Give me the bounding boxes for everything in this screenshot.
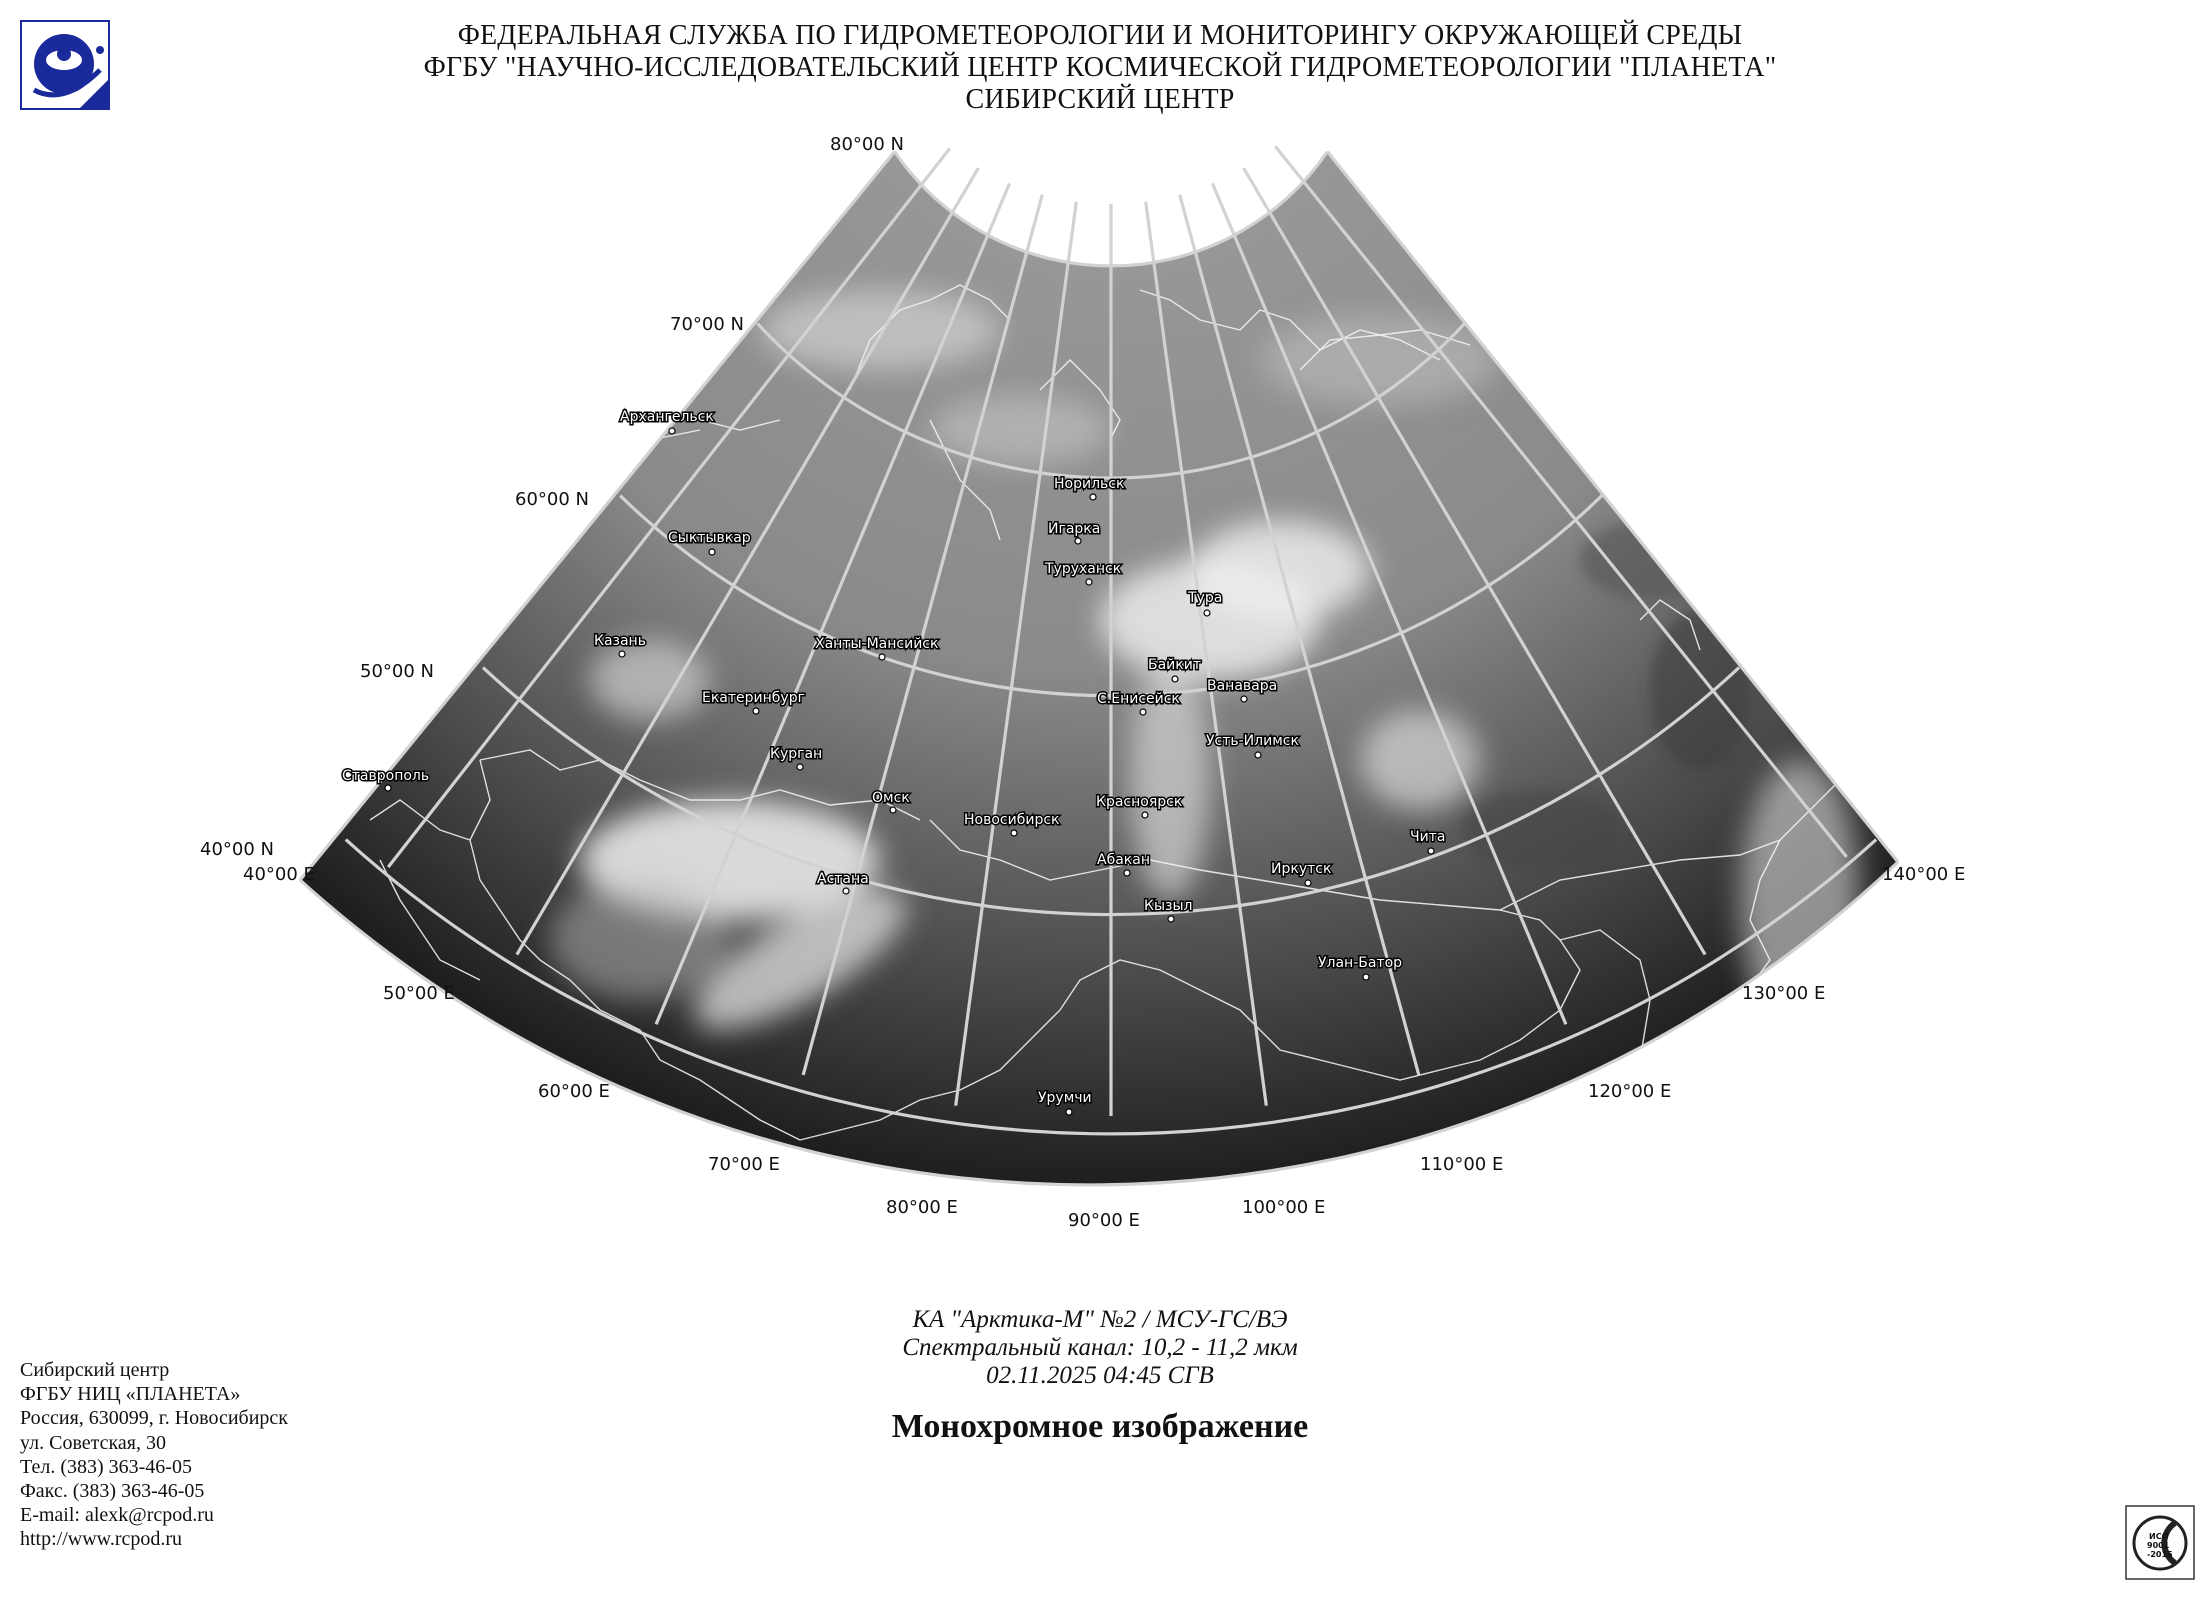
- city-label-irkutsk: Иркутск: [1271, 861, 1332, 877]
- product-title: Монохромное изображение: [891, 1408, 1309, 1445]
- city-label-astana: Астана: [817, 871, 869, 887]
- svg-text:ИСО: ИСО: [2149, 1532, 2169, 1541]
- contact-fax: Факс. (383) 363-46-05: [20, 1480, 205, 1503]
- city-label-novosibirsk: Новосибирск: [964, 812, 1060, 828]
- contact-email[interactable]: E-mail: alexk@rcpod.ru: [20, 1504, 214, 1527]
- city-label-baykit: Байкит: [1148, 657, 1201, 673]
- contact-phone: Тел. (383) 363-46-05: [20, 1455, 192, 1478]
- city-label-ust-ilimsk: Усть-Илимск: [1206, 733, 1299, 749]
- city-label-stavropol: Ставрополь: [342, 768, 430, 784]
- lon-label-80: 80°00 E: [886, 1197, 958, 1218]
- svg-text:-2015: -2015: [2147, 1550, 2173, 1559]
- city-label-ulan-bator: Улан-Батор: [1318, 955, 1403, 971]
- svg-text:9001: 9001: [2147, 1541, 2170, 1550]
- city-label-ekaterinburg: Екатеринбург: [702, 690, 805, 706]
- city-label-urumqi: Урумчи: [1038, 1090, 1092, 1106]
- contact-address1: Россия, 630099, г. Новосибирск: [20, 1407, 289, 1430]
- image-caption: [700, 1306, 1500, 1390]
- lon-label-60: 60°00 E: [538, 1081, 610, 1102]
- city-label-krasnoyarsk: Красноярск: [1096, 794, 1183, 810]
- caption-channel: Спектральный канал: 10,2 - 11,2 мкм: [902, 1334, 1298, 1361]
- header-line-2: ФГБУ "НАУЧНО-ИССЛЕДОВАТЕЛЬСКИЙ ЦЕНТР КОСМИЧЕСКОЙ ГИДРОМЕТЕОРОЛОГИИ "ПЛАНЕТА": [423, 52, 1777, 83]
- lon-label-120: 120°00 E: [1588, 1081, 1672, 1102]
- caption-satellite: КА "Арктика-М" №2 / МСУ-ГС/ВЭ: [912, 1306, 1288, 1333]
- city-label-kazan: Казань: [594, 633, 646, 649]
- lat-label-60: 60°00 N: [515, 489, 589, 510]
- header-line-3: СИБИРСКИЙ ЦЕНТР: [965, 84, 1235, 115]
- lon-label-110: 110°00 E: [1420, 1154, 1504, 1175]
- contact-address2: ул. Советская, 30: [20, 1431, 166, 1454]
- header-line-1: ФЕДЕРАЛЬНАЯ СЛУЖБА ПО ГИДРОМЕТЕОРОЛОГИИ И МОНИТОРИНГУ ОКРУЖАЮЩЕЙ СРЕДЫ: [457, 20, 1743, 51]
- caption-datetime: 02.11.2025 04:45 СГВ: [986, 1362, 1214, 1389]
- city-label-vanavara: Ванавара: [1207, 678, 1278, 694]
- city-label-tura: Тура: [1188, 590, 1223, 606]
- city-label-abakan: Абакан: [1097, 852, 1150, 868]
- city-label-igarka: Игарка: [1048, 521, 1101, 537]
- contacts-block: [20, 1358, 288, 1552]
- contact-org2: ФГБУ НИЦ «ПЛАНЕТА»: [20, 1383, 241, 1406]
- iso-9001-logo: [2125, 1505, 2195, 1580]
- contact-org: Сибирский центр: [20, 1359, 170, 1381]
- lat-label-50: 50°00 N: [360, 661, 434, 682]
- lon-label-50: 50°00 E: [383, 983, 455, 1004]
- lon-label-40: 40°00 E: [243, 864, 315, 885]
- city-label-omsk: Омск: [872, 790, 910, 806]
- lon-label-130: 130°00 E: [1742, 983, 1826, 1004]
- city-label-chita: Чита: [1410, 829, 1446, 845]
- city-label-arkhangelsk: Архангельск: [620, 409, 714, 425]
- city-label-turukhansk: Туруханск: [1045, 561, 1122, 577]
- contact-website[interactable]: http://www.rcpod.ru: [20, 1528, 183, 1551]
- city-label-norilsk: Норильск: [1054, 476, 1125, 492]
- lon-label-140: 140°00 E: [1882, 864, 1966, 885]
- city-label-syktyvkar: Сыктывкар: [668, 530, 751, 546]
- city-label-kyzyl: Кызыл: [1144, 898, 1193, 914]
- lon-label-90: 90°00 E: [1068, 1210, 1140, 1231]
- lat-label-40: 40°00 N: [200, 839, 274, 860]
- lon-label-70: 70°00 E: [708, 1154, 780, 1175]
- city-label-khanty-mansiysk: Ханты-Мансийск: [815, 636, 939, 652]
- city-label-kurgan: Курган: [770, 746, 823, 762]
- lat-label-80: 80°00 N: [830, 134, 904, 155]
- lon-label-100: 100°00 E: [1242, 1197, 1326, 1218]
- lat-label-70: 70°00 N: [670, 314, 744, 335]
- city-label-s-eniseysk: С.Енисейск: [1097, 691, 1180, 707]
